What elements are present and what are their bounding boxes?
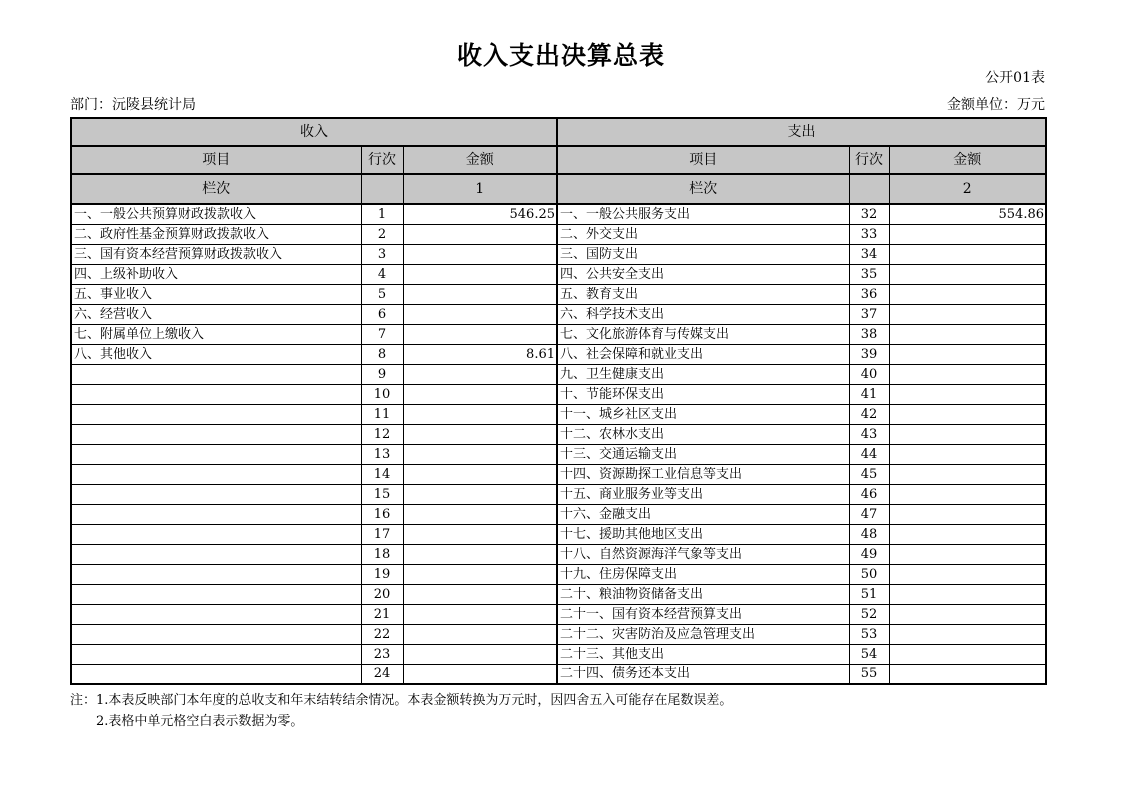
income-amount-cell (403, 604, 557, 624)
expense-rowno-cell: 37 (849, 304, 889, 324)
expense-item-cell: 二十、粮油物资储备支出 (557, 584, 849, 604)
expense-index-value: 2 (889, 174, 1046, 204)
expense-item-cell: 二十一、国有资本经营预算支出 (557, 604, 849, 624)
income-item-cell (71, 384, 361, 404)
expense-item-column-header: 项目 (557, 146, 849, 174)
expense-item-cell: 十四、资源勘探工业信息等支出 (557, 464, 849, 484)
table-row (71, 384, 1046, 404)
income-amount-cell (403, 584, 557, 604)
income-rowno-cell: 12 (361, 424, 403, 444)
income-amount-cell (403, 544, 557, 564)
income-amount-cell (403, 664, 557, 684)
income-amount-cell (403, 524, 557, 544)
income-rowno-column-header: 行次 (361, 146, 403, 174)
table-code: 公开01表 (985, 70, 1045, 86)
expense-index-rowno-blank (849, 174, 889, 204)
income-amount-cell (403, 624, 557, 644)
expense-amount-cell (889, 624, 1046, 644)
table-row (71, 584, 1046, 604)
income-item-column-header: 项目 (71, 146, 361, 174)
income-item-cell (71, 644, 361, 664)
department-label: 部门：沅陵县统计局 (70, 97, 196, 113)
expense-amount-cell (889, 404, 1046, 424)
income-index-rowno-blank (361, 174, 403, 204)
expense-rowno-cell: 42 (849, 404, 889, 424)
income-rowno-cell: 3 (361, 244, 403, 264)
income-item-cell: 二、政府性基金预算财政拨款收入 (71, 224, 361, 244)
expense-rowno-cell: 45 (849, 464, 889, 484)
expense-amount-cell (889, 244, 1046, 264)
expense-amount-cell (889, 484, 1046, 504)
income-rowno-cell: 20 (361, 584, 403, 604)
income-amount-cell (403, 484, 557, 504)
expense-amount-cell (889, 224, 1046, 244)
expense-rowno-cell: 49 (849, 544, 889, 564)
expense-amount-cell (889, 504, 1046, 524)
expense-amount-cell (889, 604, 1046, 624)
income-rowno-cell: 10 (361, 384, 403, 404)
expense-item-cell: 二十四、债务还本支出 (557, 664, 849, 684)
income-item-cell: 三、国有资本经营预算财政拨款收入 (71, 244, 361, 264)
income-item-cell (71, 624, 361, 644)
income-item-cell (71, 584, 361, 604)
expense-amount-cell (889, 424, 1046, 444)
income-rowno-cell: 17 (361, 524, 403, 544)
expense-rowno-cell: 53 (849, 624, 889, 644)
income-rowno-cell: 15 (361, 484, 403, 504)
expense-index-label: 栏次 (557, 174, 849, 204)
expense-amount-cell (889, 284, 1046, 304)
expense-item-cell: 三、国防支出 (557, 244, 849, 264)
income-item-cell (71, 664, 361, 684)
income-rowno-cell: 22 (361, 624, 403, 644)
income-rowno-cell: 5 (361, 284, 403, 304)
expense-amount-cell: 554.86 (889, 204, 1046, 224)
expense-rowno-cell: 38 (849, 324, 889, 344)
expense-item-cell: 二十三、其他支出 (557, 644, 849, 664)
income-amount-cell (403, 464, 557, 484)
income-amount-cell: 8.61 (403, 344, 557, 364)
expense-rowno-cell: 40 (849, 364, 889, 384)
income-rowno-cell: 8 (361, 344, 403, 364)
expense-amount-cell (889, 644, 1046, 664)
expense-amount-cell (889, 324, 1046, 344)
income-rowno-cell: 1 (361, 204, 403, 224)
expense-item-cell: 十五、商业服务业等支出 (557, 484, 849, 504)
income-item-cell (71, 404, 361, 424)
income-rowno-cell: 9 (361, 364, 403, 384)
expense-rowno-cell: 54 (849, 644, 889, 664)
income-item-cell: 五、事业收入 (71, 284, 361, 304)
income-amount-cell (403, 324, 557, 344)
income-section-header: 收入 (71, 118, 557, 146)
expense-item-cell: 十六、金融支出 (557, 504, 849, 524)
income-item-cell (71, 364, 361, 384)
income-amount-cell (403, 564, 557, 584)
expense-amount-cell (889, 264, 1046, 284)
table-row (71, 324, 1046, 344)
table-row (71, 224, 1046, 244)
expense-amount-cell (889, 524, 1046, 544)
expense-rowno-cell: 41 (849, 384, 889, 404)
expense-item-cell: 二、外交支出 (557, 224, 849, 244)
expense-rowno-cell: 36 (849, 284, 889, 304)
expense-rowno-column-header: 行次 (849, 146, 889, 174)
table-row (71, 644, 1046, 664)
expense-item-cell: 十、节能环保支出 (557, 384, 849, 404)
expense-rowno-cell: 46 (849, 484, 889, 504)
income-index-value: 1 (403, 174, 557, 204)
expense-amount-cell (889, 344, 1046, 364)
income-item-cell (71, 564, 361, 584)
expense-item-cell: 十二、农林水支出 (557, 424, 849, 444)
index-header-row (71, 174, 1046, 204)
table-row (71, 484, 1046, 504)
income-item-cell (71, 524, 361, 544)
income-item-cell: 一、一般公共预算财政拨款收入 (71, 204, 361, 224)
income-item-cell (71, 424, 361, 444)
income-item-cell: 四、上级补助收入 (71, 264, 361, 284)
expense-amount-cell (889, 464, 1046, 484)
income-amount-cell (403, 224, 557, 244)
expense-amount-column-header: 金额 (889, 146, 1046, 174)
income-item-cell (71, 464, 361, 484)
expense-item-cell: 十九、住房保障支出 (557, 564, 849, 584)
expense-item-cell: 十八、自然资源海洋气象等支出 (557, 544, 849, 564)
expense-rowno-cell: 47 (849, 504, 889, 524)
expense-amount-cell (889, 564, 1046, 584)
expense-item-cell: 二十二、灾害防治及应急管理支出 (557, 624, 849, 644)
income-amount-cell (403, 504, 557, 524)
table-row (71, 264, 1046, 284)
table-row (71, 304, 1046, 324)
expense-rowno-cell: 35 (849, 264, 889, 284)
income-item-cell (71, 544, 361, 564)
expense-rowno-cell: 43 (849, 424, 889, 444)
income-index-label: 栏次 (71, 174, 361, 204)
expense-rowno-cell: 51 (849, 584, 889, 604)
notes (70, 690, 732, 732)
income-amount-cell (403, 404, 557, 424)
expense-amount-cell (889, 584, 1046, 604)
table-row (71, 544, 1046, 564)
expense-amount-cell (889, 364, 1046, 384)
expense-item-cell: 八、社会保障和就业支出 (557, 344, 849, 364)
table-row (71, 524, 1046, 544)
table-row (71, 664, 1046, 684)
expense-rowno-cell: 50 (849, 564, 889, 584)
income-amount-column-header: 金额 (403, 146, 557, 174)
income-amount-cell (403, 244, 557, 264)
income-rowno-cell: 11 (361, 404, 403, 424)
expense-item-cell: 一、一般公共服务支出 (557, 204, 849, 224)
income-item-cell: 七、附属单位上缴收入 (71, 324, 361, 344)
table-row (71, 504, 1046, 524)
expense-rowno-cell: 34 (849, 244, 889, 264)
expense-item-cell: 五、教育支出 (557, 284, 849, 304)
table-row (71, 364, 1046, 384)
expense-item-cell: 十一、城乡社区支出 (557, 404, 849, 424)
expense-item-cell: 六、科学技术支出 (557, 304, 849, 324)
table-row (71, 564, 1046, 584)
budget-table (70, 117, 1047, 685)
expense-rowno-cell: 32 (849, 204, 889, 224)
expense-rowno-cell: 48 (849, 524, 889, 544)
column-header-row (71, 146, 1046, 174)
income-item-cell: 八、其他收入 (71, 344, 361, 364)
income-amount-cell (403, 264, 557, 284)
table-row (71, 604, 1046, 624)
expense-item-cell: 十三、交通运输支出 (557, 444, 849, 464)
income-rowno-cell: 19 (361, 564, 403, 584)
expense-section-header: 支出 (557, 118, 1046, 146)
income-rowno-cell: 7 (361, 324, 403, 344)
table-row (71, 464, 1046, 484)
expense-amount-cell (889, 304, 1046, 324)
expense-rowno-cell: 55 (849, 664, 889, 684)
income-rowno-cell: 18 (361, 544, 403, 564)
expense-item-cell: 九、卫生健康支出 (557, 364, 849, 384)
table-row (71, 244, 1046, 264)
expense-item-cell: 七、文化旅游体育与传媒支出 (557, 324, 849, 344)
income-item-cell (71, 604, 361, 624)
table-row (71, 424, 1046, 444)
expense-amount-cell (889, 444, 1046, 464)
table-row (71, 404, 1046, 424)
income-rowno-cell: 16 (361, 504, 403, 524)
income-rowno-cell: 2 (361, 224, 403, 244)
income-rowno-cell: 13 (361, 444, 403, 464)
income-amount-cell (403, 364, 557, 384)
expense-item-cell: 十七、援助其他地区支出 (557, 524, 849, 544)
income-amount-cell (403, 444, 557, 464)
income-rowno-cell: 4 (361, 264, 403, 284)
table-row (71, 284, 1046, 304)
page-title: 收入支出决算总表 (456, 41, 665, 70)
income-amount-cell (403, 384, 557, 404)
note-line-1: 注：1.本表反映部门本年度的总收支和年末结转结余情况。本表金额转换为万元时，因四舍五入可能存在尾数误差。 (70, 693, 733, 708)
income-rowno-cell: 21 (361, 604, 403, 624)
unit-label: 金额单位：万元 (947, 97, 1045, 113)
income-amount-cell (403, 424, 557, 444)
expense-amount-cell (889, 544, 1046, 564)
expense-amount-cell (889, 664, 1046, 684)
expense-amount-cell (889, 384, 1046, 404)
income-amount-cell (403, 644, 557, 664)
income-amount-cell: 546.25 (403, 204, 557, 224)
table-row (71, 204, 1046, 224)
income-rowno-cell: 24 (361, 664, 403, 684)
table-row (71, 444, 1046, 464)
income-item-cell (71, 484, 361, 504)
section-header-row (71, 118, 1046, 146)
income-item-cell: 六、经营收入 (71, 304, 361, 324)
income-rowno-cell: 14 (361, 464, 403, 484)
expense-rowno-cell: 52 (849, 604, 889, 624)
table-row (71, 344, 1046, 364)
income-amount-cell (403, 284, 557, 304)
expense-rowno-cell: 33 (849, 224, 889, 244)
income-item-cell (71, 504, 361, 524)
table-row (71, 624, 1046, 644)
expense-rowno-cell: 39 (849, 344, 889, 364)
income-rowno-cell: 6 (361, 304, 403, 324)
expense-rowno-cell: 44 (849, 444, 889, 464)
expense-item-cell: 四、公共安全支出 (557, 264, 849, 284)
income-amount-cell (403, 304, 557, 324)
note-line-2: 2.表格中单元格空白表示数据为零。 (96, 714, 304, 729)
income-rowno-cell: 23 (361, 644, 403, 664)
income-item-cell (71, 444, 361, 464)
